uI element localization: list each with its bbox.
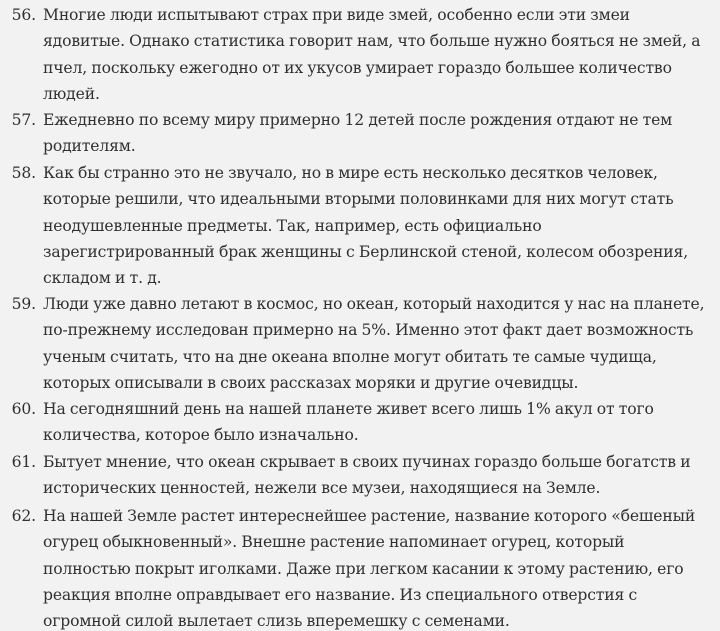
fact-number: 59. — [11, 295, 36, 313]
fact-text-line: которых описывали в своих рассказах моряки и другие очевидцы. — [43, 373, 579, 392]
fact-text — [43, 396, 710, 449]
fact-text-line: по-прежнему исследован примерно на 5%. Именно этот факт дает возможность — [43, 321, 694, 340]
fact-text-line: родителям. — [43, 137, 136, 156]
fact-text — [43, 160, 710, 291]
fact-text — [43, 503, 710, 631]
fact-number: 61. — [11, 453, 36, 471]
fact-text-line: ученым считать, что на дне океана вполне могут обитать те самые чудища, — [43, 347, 657, 366]
fact-text-line: огурец обыкновенный». Внешне растение напоминает огурец, который — [43, 533, 625, 552]
fact-text-line: Ежедневно по всему миру примерно 12 детей после рождения отдают не тем — [43, 111, 673, 129]
fact-text-line: зарегистрированный брак женщины с Берлинской стеной, колесом обозрения, — [43, 242, 689, 261]
fact-text-line: Бытует мнение, что океан скрывает в своих пучинах гораздо больше богатств и — [43, 453, 691, 471]
fact-number: 60. — [11, 400, 36, 418]
fact-text — [43, 449, 710, 502]
fact-text-line: На нашей Земле растет интереснейшее растение, название которого «бешеный — [43, 507, 696, 525]
fact-item — [0, 503, 720, 631]
fact-number: 56. — [11, 6, 36, 24]
fact-text-line: огромной силой вылетает слизь вперемешку с семенами. — [43, 612, 510, 631]
fact-text-line: складом и т. д. — [43, 269, 162, 288]
fact-item — [0, 2, 720, 107]
fact-item — [0, 107, 720, 160]
fact-item — [0, 291, 720, 396]
fact-text-line: пчел, поскольку ежегодно от их укусов умирает гораздо большее количество — [43, 58, 672, 77]
fact-text-line: которые решили, что идеальными вторыми половинками для них могут стать — [43, 190, 674, 209]
fact-item — [0, 449, 720, 502]
fact-number: 57. — [11, 111, 36, 129]
fact-text-line: Многие люди испытывают страх при виде змей, особенно если эти змеи — [43, 6, 630, 24]
fact-text-line: количества, которое было изначально. — [43, 426, 359, 445]
fact-text — [43, 291, 710, 396]
fact-number: 58. — [11, 164, 36, 182]
fact-text-line: реакция вполне оправдывает его название. Из специального отверстия с — [43, 585, 638, 604]
fact-number: 62. — [11, 507, 36, 525]
fact-text-line: Люди уже давно летают в космос, но океан, который находится у нас на планете, — [43, 295, 705, 313]
fact-text — [43, 107, 710, 160]
fact-text-line: полностью покрыт иголками. Даже при легком касании к этому растению, его — [43, 559, 684, 578]
fact-text-line: исторических ценностей, нежели все музеи, находящиеся на Земле. — [43, 479, 601, 498]
fact-text-line: ядовитые. Однако статистика говорит нам, что больше нужно бояться не змей, а — [43, 32, 701, 51]
fact-text-line: людей. — [43, 84, 100, 103]
fact-text-line: Как бы странно это не звучало, но в мире есть несколько десятков человек, — [43, 164, 658, 182]
fact-item — [0, 396, 720, 449]
fact-text-line: На сегодняшний день на нашей планете живет всего лишь 1% акул от того — [43, 400, 654, 418]
fact-text-line: неодушевленные предметы. Так, например, есть официально — [43, 216, 542, 235]
fact-item — [0, 160, 720, 291]
fact-text — [43, 2, 710, 107]
